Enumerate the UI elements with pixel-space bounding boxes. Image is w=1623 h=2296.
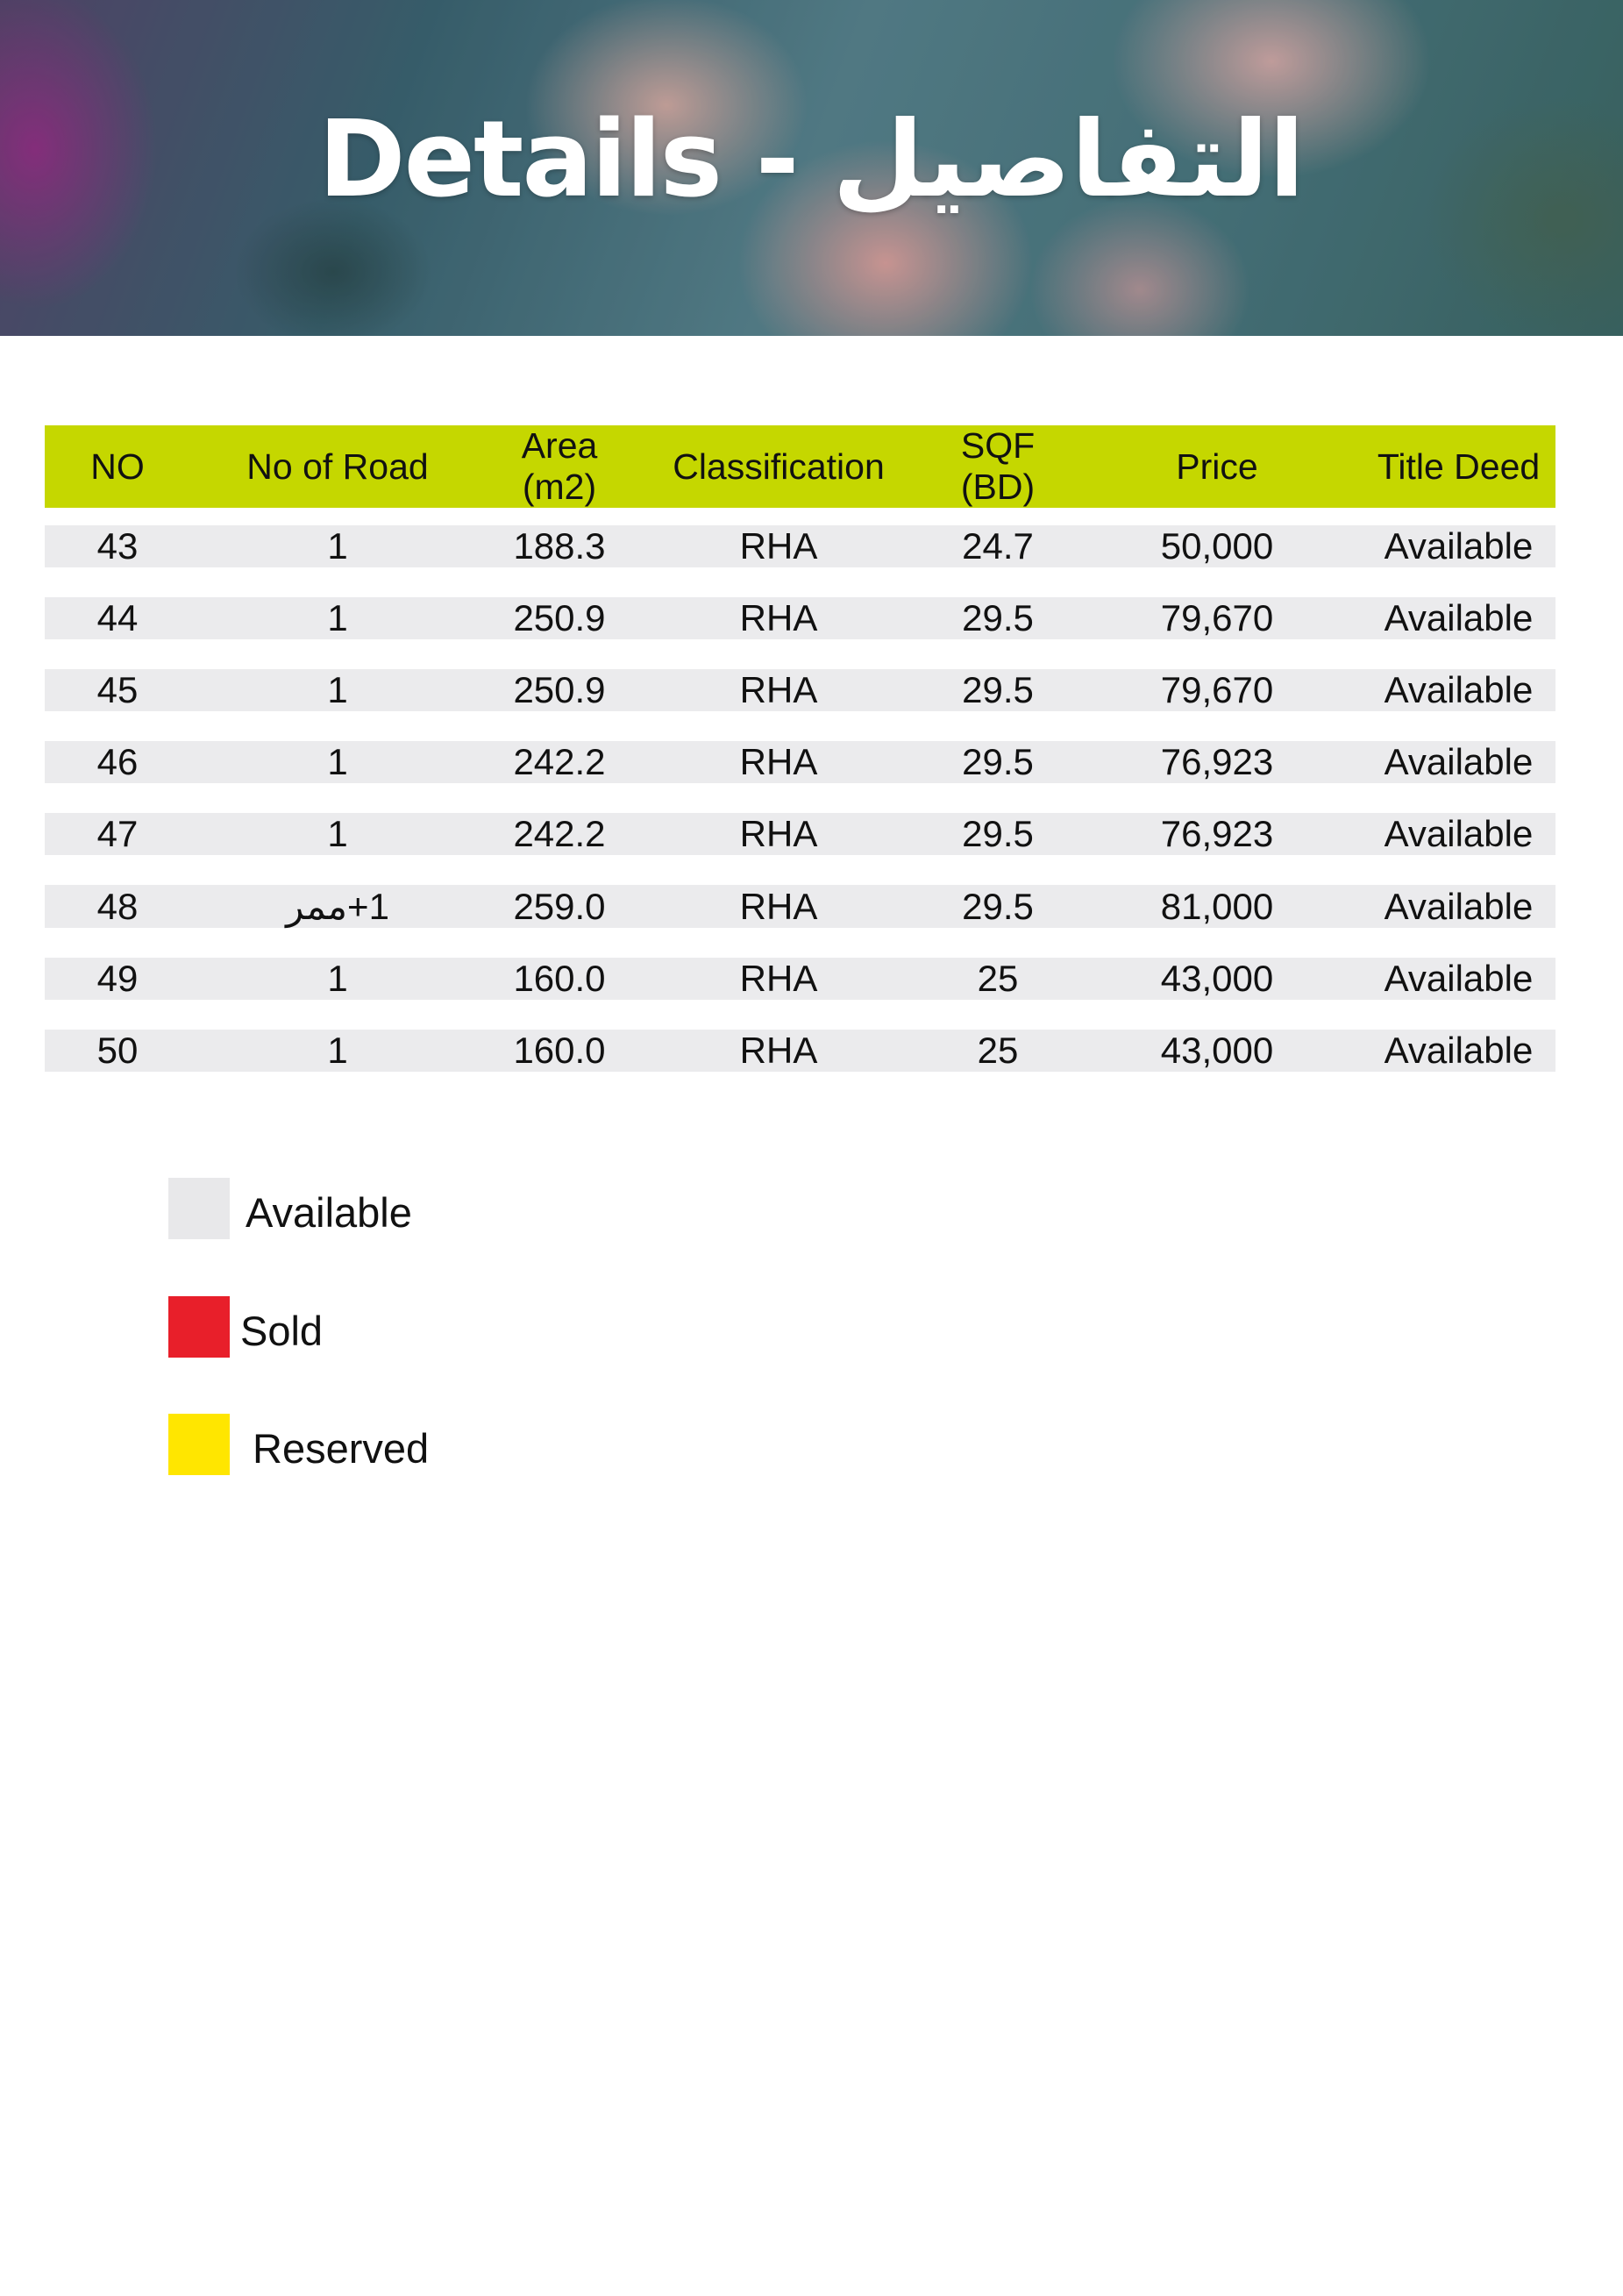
- cell-area: 160.0: [485, 958, 634, 1000]
- details-table: [45, 425, 1555, 1072]
- table-row: [45, 669, 1555, 711]
- cell-classification: RHA: [634, 525, 923, 567]
- table-row: [45, 1030, 1555, 1072]
- table-row: [45, 525, 1555, 567]
- cell-no-of-road: 1: [190, 813, 485, 855]
- cell-title-deed: Available: [1362, 741, 1555, 783]
- cell-title-deed: Available: [1362, 1030, 1555, 1072]
- cell-sqf: 25: [923, 958, 1072, 1000]
- cell-price: 76,923: [1072, 741, 1362, 783]
- cell-no: 49: [45, 958, 190, 1000]
- cell-no: 46: [45, 741, 190, 783]
- cell-price: 50,000: [1072, 525, 1362, 567]
- legend-label-reserved: Reserved: [253, 1425, 430, 1472]
- column-header-area: Area (m2): [485, 425, 634, 508]
- cell-no: 45: [45, 669, 190, 711]
- cell-area: 160.0: [485, 1030, 634, 1072]
- cell-sqf: 25: [923, 1030, 1072, 1072]
- cell-no-of-road: 1+ممر: [190, 885, 485, 928]
- column-header-classification: Classification: [634, 425, 923, 508]
- cell-no: 44: [45, 597, 190, 639]
- table-body: [45, 508, 1555, 1072]
- cell-title-deed: Available: [1362, 958, 1555, 1000]
- legend-swatch-reserved: [168, 1414, 230, 1475]
- table-row: [45, 958, 1555, 1000]
- cell-no-of-road: 1: [190, 597, 485, 639]
- cell-classification: RHA: [634, 813, 923, 855]
- table-row: [45, 741, 1555, 783]
- cell-title-deed: Available: [1362, 813, 1555, 855]
- cell-sqf: 29.5: [923, 885, 1072, 928]
- cell-no-of-road: 1: [190, 669, 485, 711]
- table-header-row: [45, 425, 1555, 508]
- column-header-no: NO: [45, 425, 190, 508]
- cell-area: 242.2: [485, 813, 634, 855]
- cell-title-deed: Available: [1362, 525, 1555, 567]
- table-row: [45, 813, 1555, 855]
- cell-price: 79,670: [1072, 597, 1362, 639]
- cell-area: 250.9: [485, 597, 634, 639]
- page-title: Details - التفاصيل: [317, 99, 1306, 221]
- header-banner: [0, 0, 1623, 336]
- legend-swatch-available: [168, 1178, 230, 1239]
- cell-sqf: 29.5: [923, 741, 1072, 783]
- cell-sqf: 29.5: [923, 669, 1072, 711]
- cell-no-of-road: 1: [190, 958, 485, 1000]
- cell-classification: RHA: [634, 958, 923, 1000]
- cell-no: 50: [45, 1030, 190, 1072]
- cell-no: 43: [45, 525, 190, 567]
- cell-no-of-road: 1: [190, 525, 485, 567]
- cell-no-of-road: 1: [190, 741, 485, 783]
- table-row: [45, 597, 1555, 639]
- cell-no: 48: [45, 885, 190, 928]
- cell-price: 43,000: [1072, 1030, 1362, 1072]
- cell-classification: RHA: [634, 597, 923, 639]
- cell-classification: RHA: [634, 1030, 923, 1072]
- cell-no-of-road: 1: [190, 1030, 485, 1072]
- legend-label-available: Available: [246, 1189, 412, 1236]
- cell-area: 242.2: [485, 741, 634, 783]
- legend-label-sold: Sold: [240, 1308, 324, 1354]
- cell-no: 47: [45, 813, 190, 855]
- cell-sqf: 24.7: [923, 525, 1072, 567]
- cell-classification: RHA: [634, 669, 923, 711]
- cell-price: 43,000: [1072, 958, 1362, 1000]
- cell-title-deed: Available: [1362, 669, 1555, 711]
- cell-sqf: 29.5: [923, 813, 1072, 855]
- cell-area: 250.9: [485, 669, 634, 711]
- legend-swatch-sold: [168, 1296, 230, 1358]
- cell-price: 81,000: [1072, 885, 1362, 928]
- cell-area: 259.0: [485, 885, 634, 928]
- column-header-no-of-road: No of Road: [190, 425, 485, 508]
- cell-area: 188.3: [485, 525, 634, 567]
- cell-classification: RHA: [634, 885, 923, 928]
- cell-title-deed: Available: [1362, 597, 1555, 639]
- column-header-title-deed: Title Deed: [1362, 425, 1555, 508]
- column-header-sqf: SQF (BD): [923, 425, 1072, 508]
- table-row: [45, 885, 1555, 928]
- cell-price: 76,923: [1072, 813, 1362, 855]
- cell-title-deed: Available: [1362, 885, 1555, 928]
- cell-classification: RHA: [634, 741, 923, 783]
- column-header-price: Price: [1072, 425, 1362, 508]
- cell-price: 79,670: [1072, 669, 1362, 711]
- cell-sqf: 29.5: [923, 597, 1072, 639]
